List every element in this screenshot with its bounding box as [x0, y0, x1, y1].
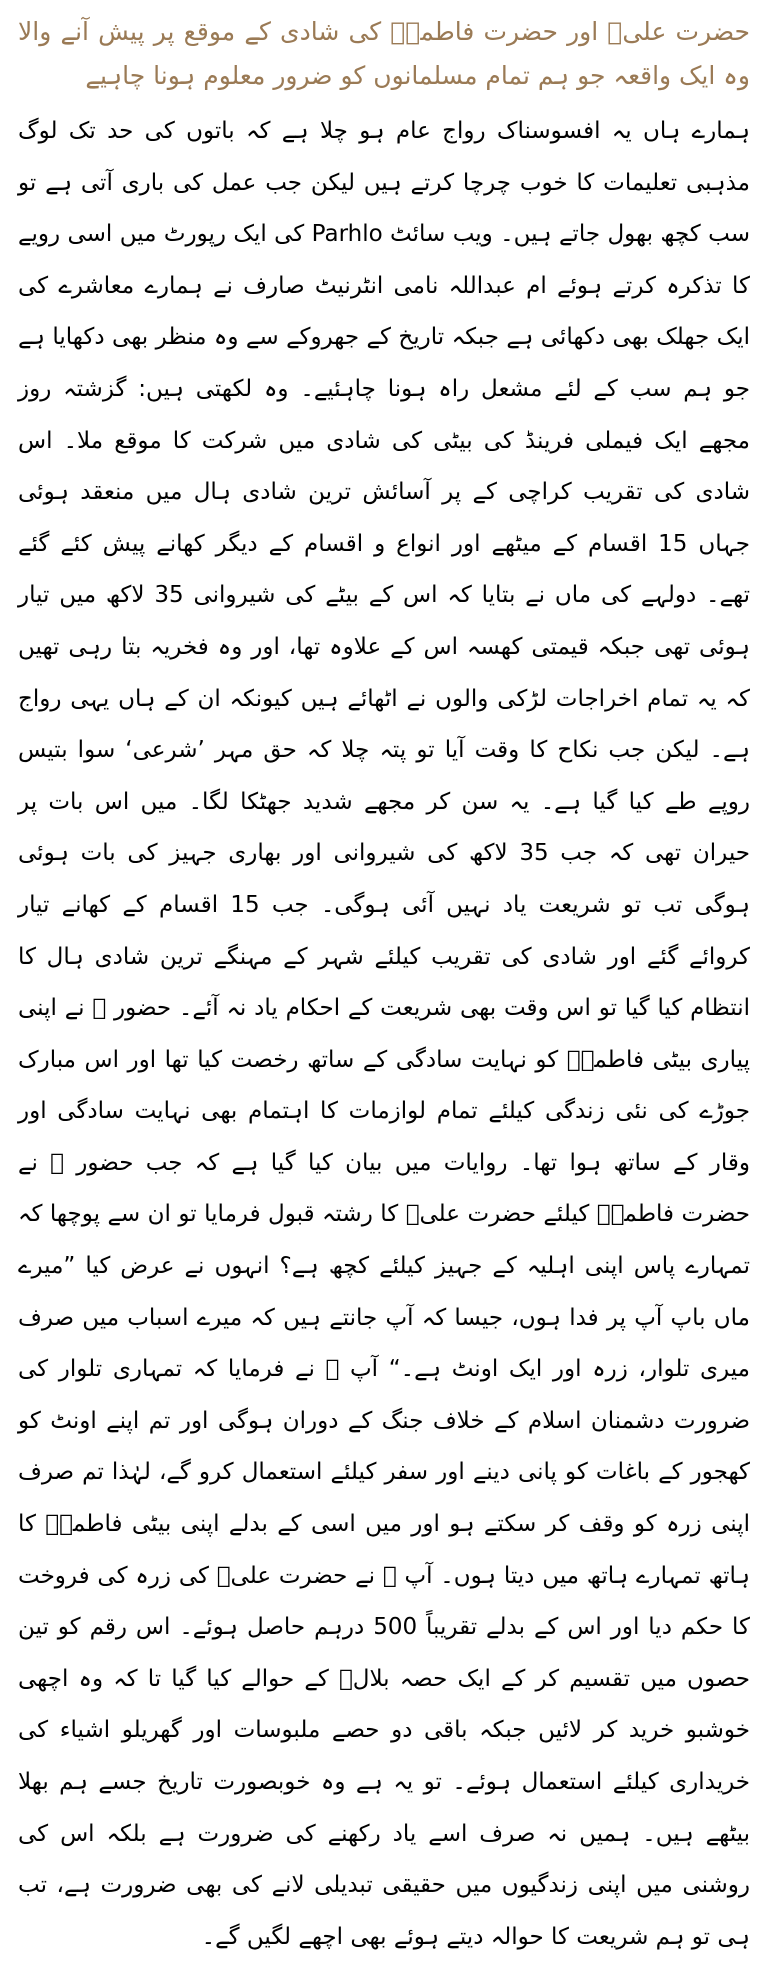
- article-body: ہمارے ہاں یہ افسوسناک رواج عام ہو چلا ہے کہ باتوں کی حد تک لوگ مذہبی تعلیمات کا خوب چرچا کرتے ہیں لیکن جب عمل کی باری آتی ہے تو سب کچھ بھول جاتے ہیں۔ ویب سائٹ Parhlo کی ایک رپورٹ میں اسی رویے کا تذکرہ کرتے ہوئے ام عبداللہ نامی انٹرنیٹ صارف نے ہمارے معاشرے کی ایک جھلک بھی دکھائی ہے جبکہ تاریخ کے جھروکے سے وہ منظر بھی دکھایا ہے جو ہم سب کے لئے مشعل راہ ہونا چاہئیے۔ وہ لکھتی ہیں: گزشتہ روز مجھے ایک فیملی فرینڈ کی بیٹی کی شادی میں شرکت کا موقع ملا۔ اس شادی کی تقریب کراچی کے پر آسائش ترین شادی ہال میں منعقد ہوئی جہاں 15 اقسام کے میٹھے اور انواع و اقسام کے دیگر کھانے پیش کئے گئے تھے۔ دولہے کی ماں نے بتایا کہ اس کے بیٹے کی شیروانی 35 لاکھ میں تیار ہوئی تھی جبکہ قیمتی کھسہ اس کے علاوہ تھا، اور وہ فخریہ بتا رہی تھیں کہ یہ تمام اخراجات لڑکی والوں نے اٹھائے ہیں کیونکہ ان کے ہاں یہی رواج ہے۔ لیکن جب نکاح کا وقت آیا تو پتہ چلا کہ حق مہر ’شرعی‘ سوا بتیس روپے طے کیا گیا ہے۔ یہ سن کر مجھے شدید جھٹکا لگا۔ میں اس بات پر حیران تھی کہ جب 35 لاکھ کی شیروانی اور بھاری جہیز کی بات ہوئی ہوگی تب تو شریعت یاد نہیں آئی ہوگی۔ جب 15 اقسام کے کھانے تیار کروائے گئے اور شادی کی تقریب کیلئے شہر کے مہنگے ترین شادی ہال کا انتظام کیا گیا تو اس وقت بھی شریعت کے احکام یاد نہ آئے۔ حضور ﷺ نے اپنی پیاری بیٹی فاطمہؓ کو نہایت سادگی کے ساتھ رخصت کیا تھا اور اس مبارک جوڑے کی نئی زندگی کیلئے تمام لوازمات کا اہتمام بھی نہایت سادگی اور وقار کے ساتھ ہوا تھا۔ روایات میں بیان کیا گیا ہے کہ جب حضور ﷺ نے حضرت فاطمہؓ کیلئے حضرت علیؓ کا رشتہ قبول فرمایا تو ان سے پوچھا کہ تمہارے پاس اپنی اہلیہ کے جہیز کیلئے کچھ ہے؟ انہوں نے عرض کیا ”میرے ماں باپ آپ پر فدا ہوں، جیسا کہ آپ جانتے ہیں کہ میرے اسباب میں صرف میری تلوار، زرہ اور ایک اونٹ ہے۔“ آپ ﷺ نے فرمایا کہ تمہاری تلوار کی ضرورت دشمنان اسلام کے خلاف جنگ کے دوران ہوگی اور تم اپنے اونٹ کو کھجور کے باغات کو پانی دینے اور سفر کیلئے استعمال کرو گے، لہٰذا تم صرف اپنی زرہ کو وقف کر سکتے ہو اور میں اسی کے بدلے اپنی بیٹی فاطمہؓ کا ہاتھ تمہارے ہاتھ میں دیتا ہوں۔ آپ ﷺ نے حضرت علیؓ کی زرہ کی فروخت کا حکم دیا اور اس کے بدلے تقریباً 500 درہم حاصل ہوئے۔ اس رقم کو تین حصوں میں تقسیم کر کے ایک حصہ بلالؓ کے حوالے کیا گیا تا کہ وہ اچھی خوشبو خرید کر لائیں جبکہ باقی دو حصے ملبوسات اور گھریلو اشیاء کی خریداری کیلئے استعمال ہوئے۔ تو یہ ہے وہ خوبصورت تاریخ جسے ہم بھلا بیٹھے ہیں۔ ہمیں نہ صرف اسے یاد رکھنے کی ضرورت ہے بلکہ اس کی روشنی میں اپنی زندگیوں میں حقیقی تبدیلی لانے کی بھی ضرورت ہے، تب ہی تو ہم شریعت کا حوالہ دیتے ہوئے بھی اچھے لگیں گے۔: [18, 118, 750, 1950]
- article-title: حضرت علیؓ اور حضرت فاطمہؓ کی شادی کے موقع پر پیش آنے والا وہ ایک واقعہ جو ہم تمام مسلمانوں کو ضرور معلوم ہونا چاہیے: [18, 17, 750, 90]
